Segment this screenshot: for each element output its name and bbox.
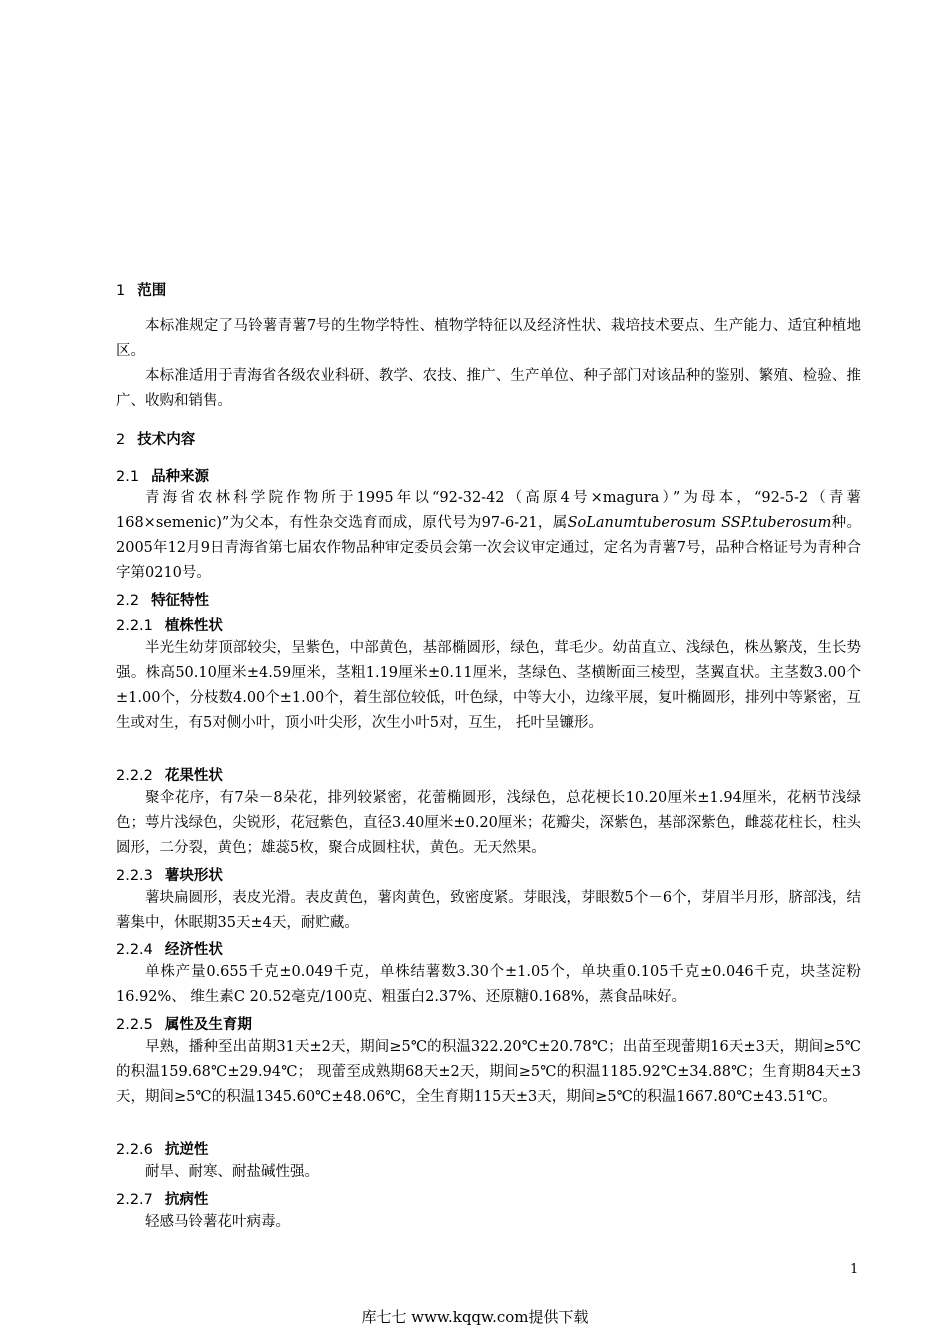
paragraph-text: 青海省农林科学院作物所于1995年以“92-32-42（高原4号×magura）”为母本，“92-5-2（青薯168×semenic)”为父本，有性杂交选育而成，原代号为97-6-21，属 bbox=[116, 490, 861, 531]
section-number: 2.2.6 bbox=[116, 1142, 153, 1158]
section-number: 2 bbox=[116, 432, 126, 448]
section-2-1-heading bbox=[116, 465, 209, 486]
section-title: 特征特性 bbox=[151, 593, 210, 609]
section-2-2-6-heading bbox=[116, 1138, 208, 1159]
paragraph: 薯块扁圆形，表皮光滑。表皮黄色，薯肉黄色，致密度紧。芽眼浅，芽眼数5个－6个，芽眉半月形，脐部浅，结薯集中，休眠期35天±4天，耐贮藏。 bbox=[116, 890, 861, 931]
section-title: 薯块形状 bbox=[164, 868, 223, 884]
section-title: 抗逆性 bbox=[164, 1142, 209, 1158]
paragraph: 轻感马铃薯花叶病毒。 bbox=[145, 1214, 290, 1230]
section-title: 植株性状 bbox=[164, 618, 223, 634]
paragraph: 聚伞花序，有7朵－8朵花，排列较紧密，花蕾椭圆形，浅绿色，总花梗长10.20厘米±1.94厘米，花柄节浅绿色；萼片浅绿色，尖锐形，花冠紫色，直径3.40厘米±0.20厘米；花瓣尖，深紫色，基部深紫色，雌蕊花柱长，柱头圆形，二分裂，黄色；雄蕊5枚，聚合成圆柱状，黄色。无天然果。 bbox=[116, 790, 861, 856]
latin-species-name: SoLanumtuberosum SSP.tuberosum bbox=[567, 515, 832, 531]
section-title: 范围 bbox=[137, 283, 167, 299]
paragraph: 半光生幼芽顶部较尖，呈紫色，中部黄色，基部椭圆形，绿色，茸毛少。幼苗直立、浅绿色，株丛繁茂，生长势强。株高50.10厘米±4.59厘米，茎粗1.19厘米±0.11厘米，茎绿色、茎横断面三棱型，茎翼直状。主茎数3.00个±1.00个，分枝数4.00个±1.00个，着生部位较低，叶色绿，中等大小，边缘平展，复叶椭圆形，排列中等紧密，互生或对生，有5对侧小叶，顶小叶尖形，次生小叶5对，互生， 托叶呈镰形。 bbox=[116, 640, 861, 731]
section-2-2-4-heading bbox=[116, 938, 223, 959]
paragraph: 耐旱、耐寒、耐盐碱性强。 bbox=[145, 1164, 319, 1180]
section-2-2-1-heading bbox=[116, 614, 223, 635]
section-number: 2.2.1 bbox=[116, 618, 153, 634]
section-title: 经济性状 bbox=[164, 942, 223, 958]
paragraph: 本标准规定了马铃薯青薯7号的生物学特性、植物学特征以及经济性状、栽培技术要点、生产能力、适宜种植地区。 bbox=[116, 318, 861, 359]
section-1-heading bbox=[116, 279, 166, 300]
page-number: 1 bbox=[850, 1262, 859, 1277]
section-2-heading bbox=[116, 428, 195, 449]
section-2-2-5-heading bbox=[116, 1013, 252, 1034]
section-title: 技术内容 bbox=[137, 432, 196, 448]
section-title: 品种来源 bbox=[151, 469, 210, 485]
paragraph bbox=[116, 486, 861, 586]
section-2-2-7-heading bbox=[116, 1188, 208, 1209]
section-number: 2.2.5 bbox=[116, 1017, 153, 1033]
section-number: 2.2 bbox=[116, 593, 140, 609]
section-title: 花果性状 bbox=[164, 768, 223, 784]
section-title: 属性及生育期 bbox=[164, 1017, 252, 1033]
section-number: 2.2.7 bbox=[116, 1192, 153, 1208]
section-number: 2.1 bbox=[116, 469, 140, 485]
section-2-2-3-heading bbox=[116, 864, 223, 885]
section-2-2-2-heading bbox=[116, 764, 223, 785]
section-number: 2.2.4 bbox=[116, 942, 153, 958]
paragraph: 本标准适用于青海省各级农业科研、教学、农技、推广、生产单位、种子部门对该品种的鉴别、繁殖、检验、推广、收购和销售。 bbox=[116, 368, 861, 409]
paragraph: 早熟，播种至出苗期31天±2天，期间≥5℃的积温322.20℃±20.78℃；出苗至现蕾期16天±3天，期间≥5℃的积温159.68℃±29.94℃； 现蕾至成熟期68天±2天，期间≥5℃的积温1185.92℃±34.88℃；生育期84天±3天，期间≥5℃的积温1345.60℃±48.06℃，全生育期115天±3天，期间≥5℃的积温1667.80℃±43.51℃。 bbox=[116, 1039, 861, 1105]
section-number: 2.2.2 bbox=[116, 768, 153, 784]
section-title: 抗病性 bbox=[164, 1192, 209, 1208]
section-2-2-heading bbox=[116, 589, 209, 610]
paragraph: 单株产量0.655千克±0.049千克，单株结薯数3.30个±1.05个，单块重0.105千克±0.046千克，块茎淀粉16.92%、 维生素C 20.52毫克/100克、粗蛋白2.37%、还原糖0.168%，蒸食品味好。 bbox=[116, 964, 861, 1005]
download-footer: 库七七 www.kqqw.com提供下载 bbox=[361, 1308, 589, 1326]
section-number: 2.2.3 bbox=[116, 868, 153, 884]
paragraph-text: 种。2005年12月9日青海省第七届农作物品种审定委员会第一次会议审定通过，定名为青薯7号，品种合格证号为青种合字第0210号。 bbox=[116, 515, 862, 581]
section-number: 1 bbox=[116, 283, 126, 299]
